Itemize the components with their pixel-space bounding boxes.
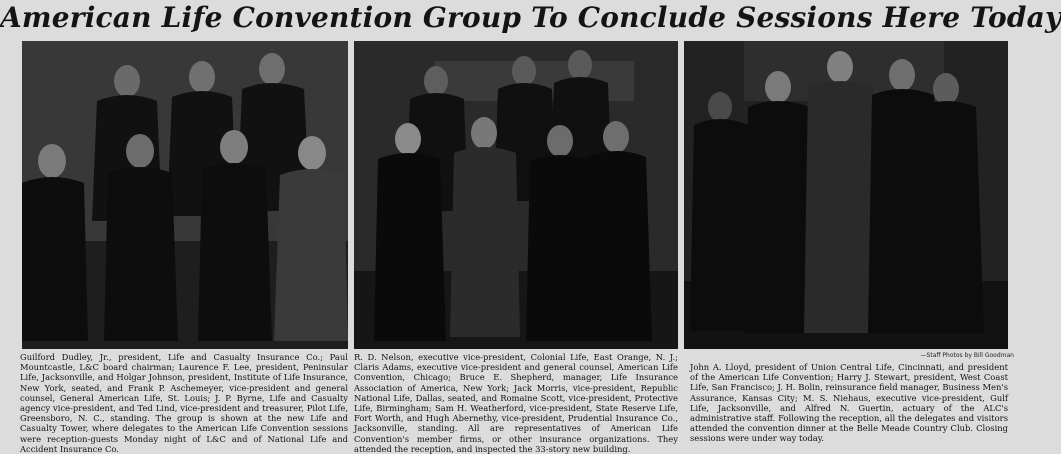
caption-photo-3: John A. Lloyd, president of Union Central Life, Cincinnati, and president of the American Life Convention; Harry J. Stewart, president, West Coast Life, San Francisco; J. H. Bolin, reinsurance field manager, Business Men's Assurance, Kansas City; M. S. Niehaus, executive vice-president, Gulf Life, Jacksonville, and Alfred N. Guertin, actuary of the ALC's administrative staff. Following the reception, all the delegates and visitors attended the convention dinner at the Belle Meade Country Club. Closing sessions were under way today. bbox=[690, 362, 1008, 444]
group-photo-2 bbox=[354, 41, 678, 349]
caption-photo-2: R. D. Nelson, executive vice-president, Colonial Life, East Orange, N. J.; Claris Adams, executive vice-president and general counsel, American Life Convention, Chicago; Bruce E. Shepherd, manager, Life Insurance Association of America, New York; Jack Morris, vice-president, Republic National Life, Dallas, seated, and Romaine Scott, vice-president, Protective Life, Birmingham; Sam H. Weatherford, vice-president, State Reserve Life, Fort Worth, and Hugh Abernethy, vice-president, Prudential Insurance Co., Jacksonville, standing. All are representatives of American Life Convention's member firms, or other insurance organizations. They attended the reception, and inspected the 33-story new building. bbox=[354, 352, 678, 454]
caption-photo-1: Guilford Dudley, Jr., president, Life and Casualty Insurance Co.; Paul Mountcastle, L&C board chairman; Laurence F. Lee, president, Peninsular Life, Jacksonville, and Holgar Johnson, president, Institute of Life Insurance, New York, seated, and Frank P. Aschemeyer, vice-president and general counsel, General American Life, St. Louis; J. P. Byrne, Life and Casualty agency vice-president, and Ted Lind, vice-president and treasurer, Pilot Life, Greensboro, N. C., standing. The group is shown at the new Life and Casualty Tower, where delegates to the American Life Convention sessions were reception-guests Monday night of L&C and of National Life and Accident Insurance Co. bbox=[20, 352, 348, 454]
group-photo-3 bbox=[684, 41, 1008, 349]
headline: American Life Convention Group To Conclude Sessions Here Today bbox=[0, 1, 1061, 34]
photo-credit: —Staff Photos by Bill Goodman bbox=[920, 352, 1014, 359]
group-photo-1 bbox=[22, 41, 348, 349]
